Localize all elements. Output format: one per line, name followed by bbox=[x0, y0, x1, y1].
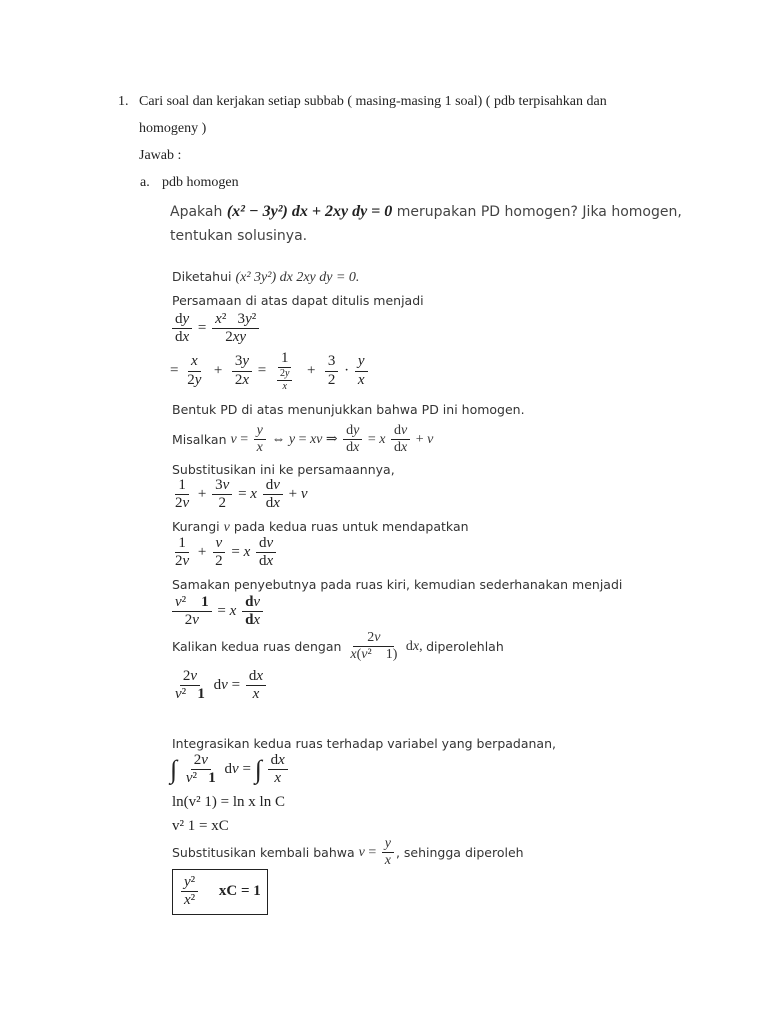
multiply-line: Kalikan kedua ruas dengan $\frac{2v}{\text{x(v² 1)}}$ dx, diperolehlah bbox=[172, 630, 504, 663]
rewrite-text: Persamaan di atas dapat ditulis menjadi bbox=[172, 293, 424, 308]
back-substitute-line: Substitusikan kembali bahwa v = $\frac{y}{x}$ , sehingga diperoleh bbox=[172, 836, 524, 869]
equation-v-squared: v² 1 = xC bbox=[172, 818, 229, 834]
equation-subtracted: $\frac{1}{2v}$ + $\frac{v}{2}$ = x $\frac{dv}{dx}$ bbox=[170, 535, 278, 571]
integrate-text: Integrasikan kedua ruas terhadap variabel yang berpadanan, bbox=[172, 736, 556, 751]
problem-line-2: tentukan solusinya. bbox=[170, 228, 308, 244]
problem-prefix: Apakah bbox=[170, 204, 223, 220]
equation-dydx: $\frac{dy}{dx}$ = $\frac{\text{x² 3y²}}{2xy}$ bbox=[170, 311, 261, 347]
substitute-text: Substitusikan ini ke persamaannya, bbox=[172, 462, 395, 477]
given-line bbox=[172, 269, 359, 286]
equation-substituted: $\frac{1}{2v}$ + $\frac{3v}{2}$ = x $\frac{dv}{dx}$ + v bbox=[175, 477, 308, 512]
subtract-line bbox=[172, 519, 469, 536]
final-answer-box: $\frac{\text{y²}}{\text{x²}}$ xC = 1 bbox=[172, 869, 268, 915]
problem-suffix: merupakan PD homogen? Jika homogen, bbox=[396, 204, 682, 220]
problem-statement bbox=[170, 203, 682, 221]
subtract-prefix: Kurangi bbox=[172, 519, 220, 534]
equation-log: ln(v² 1) = ln x ln C bbox=[172, 794, 285, 810]
multiply-prefix: Kalikan kedua ruas dengan bbox=[172, 638, 342, 654]
subsection-letter: a. bbox=[140, 175, 150, 190]
homogeneous-statement: Bentuk PD di atas menunjukkan bahwa PD ini homogen. bbox=[172, 402, 525, 417]
equation-simplified: $\frac{\text{v² 1}}{2v}$ = x $\frac{dv}{dx}$ bbox=[170, 594, 265, 630]
equation-expand: = $\frac{x}{2y}$ + $\frac{3y}{2x}$ = $\frac{1}{\frac{2y}{x}}$ + $\frac{3}{2}$ · $\frac{y}{x}$ bbox=[170, 350, 370, 392]
question-number: 1. bbox=[118, 94, 129, 109]
back-substitute-suffix: , sehingga diperoleh bbox=[395, 844, 524, 860]
final-answer-rhs: xC = 1 bbox=[218, 883, 261, 900]
answer-label: Jawab : bbox=[139, 148, 182, 163]
given-prefix: Diketahui bbox=[172, 269, 232, 284]
common-denominator-text: Samakan penyebutnya pada ruas kiri, kemudian sederhanakan menjadi bbox=[172, 577, 623, 592]
question-line-2: homogeny ) bbox=[139, 121, 207, 136]
substitution-line: Misalkan v = $\frac{y}{x}$ ⇔ y = xv ⇒ $\frac{dy}{dx}$ = x $\frac{dv}{dx}$ + v bbox=[172, 423, 434, 456]
problem-equation: (x² − 3y²) dx + 2xy dy = 0 bbox=[226, 203, 393, 220]
subtract-variable: v bbox=[223, 520, 230, 535]
back-substitute-prefix: Substitusikan kembali bahwa bbox=[172, 844, 355, 860]
equation-separated: $\frac{2v}{\text{v² 1}}$ dv = $\frac{dx}{x}$ bbox=[170, 668, 268, 704]
question-line-1: Cari soal dan kerjakan setiap subbab ( masing-masing 1 soal) ( pdb terpisahkan dan bbox=[139, 94, 607, 109]
multiply-suffix: diperolehlah bbox=[426, 638, 504, 654]
subtract-suffix: pada kedua ruas untuk mendapatkan bbox=[233, 519, 469, 534]
subsection-title: pdb homogen bbox=[162, 175, 239, 190]
equation-integral: ∫ $\frac{2v}{\text{v² 1}}$ dv = ∫ $\frac{dx}{x}$ bbox=[170, 752, 290, 788]
given-equation: (x² 3y²) dx 2xy dy = 0. bbox=[235, 270, 360, 285]
misalkan-label: Misalkan bbox=[172, 431, 227, 447]
